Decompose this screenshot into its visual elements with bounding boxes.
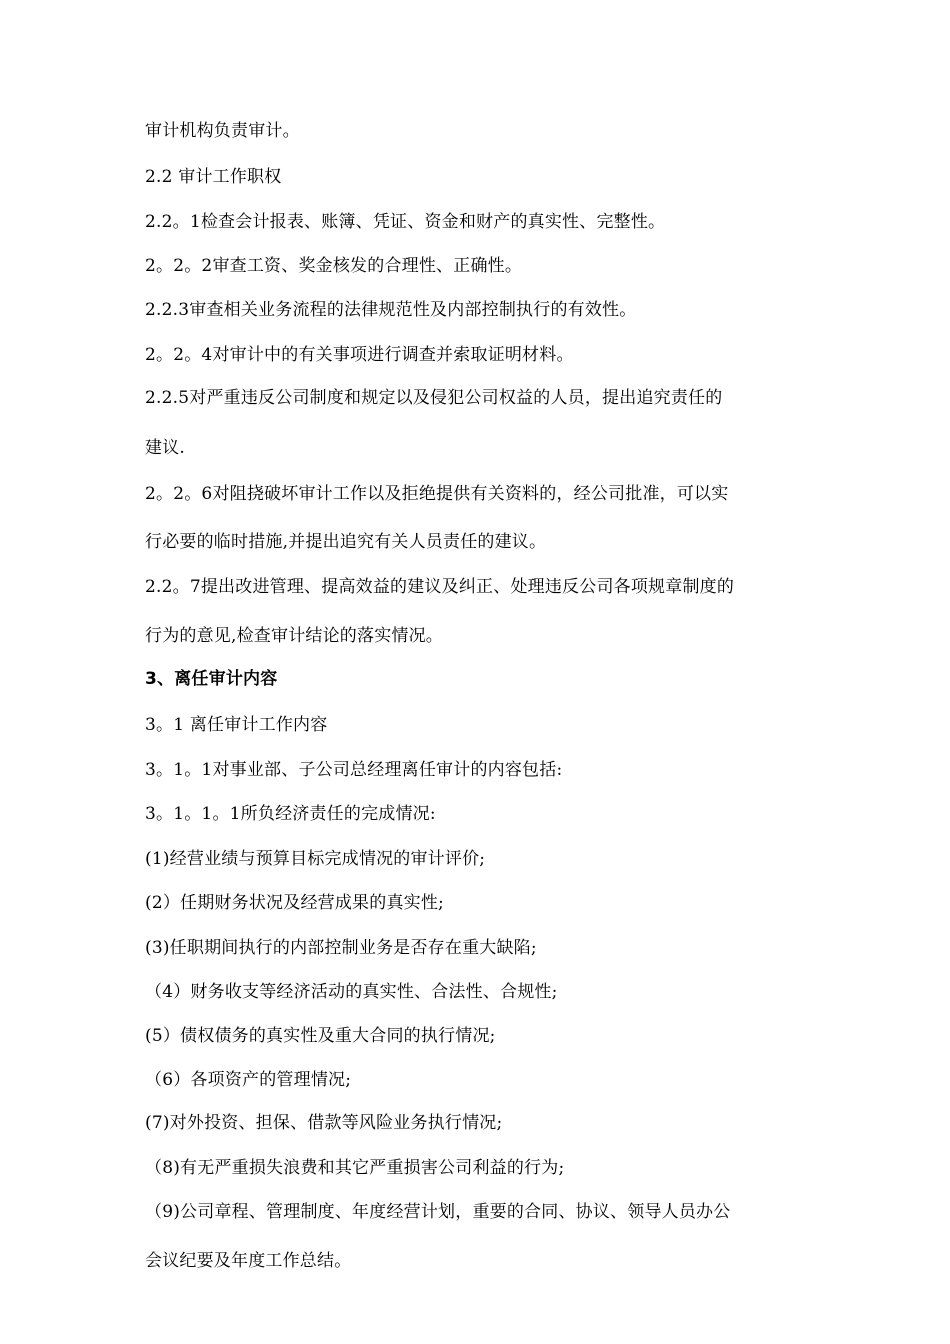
list-item: (3)任职期间执行的内部控制业务是否存在重大缺陷; bbox=[145, 938, 537, 958]
list-item: (7)对外投资、担保、借款等风险业务执行情况; bbox=[145, 1113, 503, 1133]
paragraph-line: 2。2。2审查工资、奖金核发的合理性、正确性。 bbox=[145, 256, 523, 276]
list-item: （8)有无严重损失浪费和其它严重损害公司利益的行为; bbox=[145, 1158, 565, 1178]
paragraph-line: 会议纪要及年度工作总结。 bbox=[145, 1251, 352, 1271]
paragraph-line: 行必要的临时措施,并提出追究有关人员责任的建议。 bbox=[145, 532, 547, 552]
paragraph-line: 2.2.5对严重违反公司制度和规定以及侵犯公司权益的人员，提出追究责任的 bbox=[145, 388, 723, 408]
list-item: （9)公司章程、管理制度、年度经营计划，重要的合同、协议、领导人员办公 bbox=[145, 1202, 731, 1222]
paragraph-line: 2.2。1检查会计报表、账簿、凭证、资金和财产的真实性、完整性。 bbox=[145, 212, 666, 232]
list-item: （4）财务收支等经济活动的真实性、合法性、合规性; bbox=[145, 982, 558, 1002]
paragraph-line: 审计机构负责审计。 bbox=[145, 121, 300, 141]
section-subheading: 2.2 审计工作职权 bbox=[145, 167, 282, 187]
list-item: (5）债权债务的真实性及重大合同的执行情况; bbox=[145, 1026, 496, 1046]
paragraph-line: 3。1。1对事业部、子公司总经理离任审计的内容包括: bbox=[145, 760, 563, 780]
paragraph-line: 行为的意见,检查审计结论的落实情况。 bbox=[145, 626, 444, 646]
paragraph-line: 2。2。6对阻挠破坏审计工作以及拒绝提供有关资料的，经公司批准，可以实 bbox=[145, 484, 729, 504]
section-heading: 3、离任审计内容 bbox=[145, 669, 278, 689]
list-item: (1)经营业绩与预算目标完成情况的审计评价; bbox=[145, 849, 486, 869]
paragraph-line: 2.2.3审查相关业务流程的法律规范性及内部控制执行的有效性。 bbox=[145, 300, 637, 320]
paragraph-line: 2。2。4对审计中的有关事项进行调查并索取证明材料。 bbox=[145, 345, 574, 365]
paragraph-line: 3。1。1。1所负经济责任的完成情况: bbox=[145, 804, 436, 824]
paragraph-line: 建议. bbox=[145, 438, 186, 458]
list-item: （6）各项资产的管理情况; bbox=[145, 1070, 352, 1090]
section-subheading: 3。1 离任审计工作内容 bbox=[145, 715, 328, 735]
list-item: (2）任期财务状况及经营成果的真实性; bbox=[145, 893, 444, 913]
paragraph-line: 2.2。7提出改进管理、提高效益的建议及纠正、处理违反公司各项规章制度的 bbox=[145, 577, 735, 597]
